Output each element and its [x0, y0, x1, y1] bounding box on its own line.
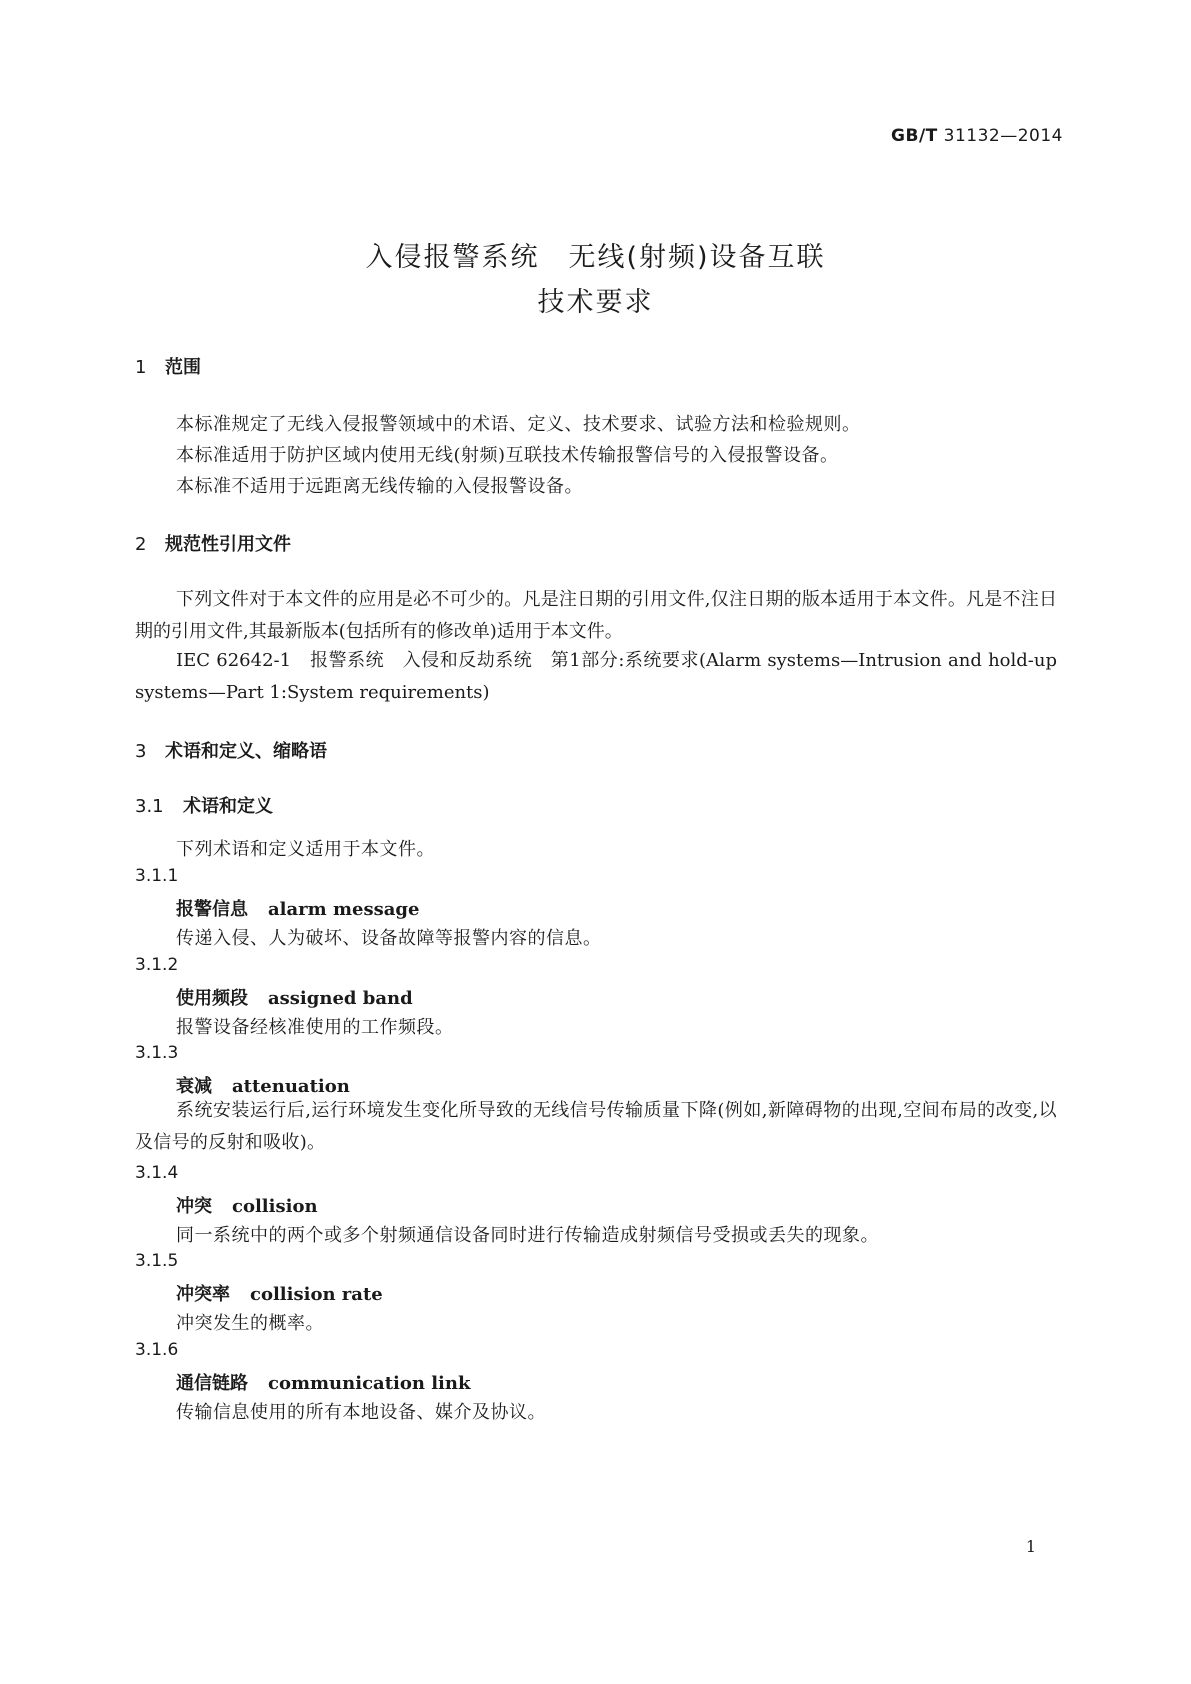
- section-2-heading: [135, 530, 291, 556]
- section-3-heading: [135, 737, 327, 763]
- section-number: 2: [135, 534, 147, 555]
- standard-prefix: GB/T: [891, 126, 938, 146]
- section-title: 术语和定义、缩略语: [165, 741, 327, 762]
- term-en: alarm message: [268, 899, 420, 920]
- section-2-para: 下列文件对于本文件的应用是必不可少的。凡是注日期的引用文件,仅注日期的版本适用于本文件。凡是不注日期的引用文件,其最新版本(包括所有的修改单)适用于本文件。: [135, 589, 1057, 642]
- term-number: 3.1.2: [135, 955, 179, 975]
- term-en: communication link: [268, 1373, 471, 1394]
- term-heading: [176, 984, 413, 1010]
- term-definition: 同一系统中的两个或多个射频通信设备同时进行传输造成射频信号受损或丢失的现象。: [176, 1225, 879, 1246]
- term-number: 3.1.6: [135, 1340, 179, 1360]
- term-number: 3.1.3: [135, 1043, 179, 1063]
- document-title-line1: 入侵报警系统 无线(射频)设备互联: [365, 242, 826, 273]
- section-1-para-3: 本标准不适用于远距离无线传输的入侵报警设备。: [176, 476, 583, 497]
- document-title-line2: 技术要求: [537, 287, 654, 318]
- subsection-number: 3.1: [135, 796, 164, 817]
- subsection-title: 术语和定义: [183, 796, 273, 817]
- term-en: attenuation: [232, 1076, 350, 1097]
- subsection-intro: 下列术语和定义适用于本文件。: [176, 839, 435, 860]
- section-1-heading: [135, 353, 201, 379]
- term-heading: [176, 1280, 383, 1306]
- section-title: 规范性引用文件: [165, 534, 291, 555]
- term-definition: 传输信息使用的所有本地设备、媒介及协议。: [176, 1402, 546, 1423]
- term-zh: 冲突: [176, 1196, 212, 1217]
- term-heading: [176, 895, 419, 921]
- subsection-3-1-heading: [135, 792, 273, 818]
- term-zh: 衰减: [176, 1076, 212, 1097]
- term-heading: [176, 1369, 470, 1395]
- term-number: 3.1.5: [135, 1251, 179, 1271]
- term-en: assigned band: [268, 988, 413, 1009]
- term-en: collision: [232, 1196, 318, 1217]
- standard-number: [891, 126, 1063, 146]
- term-definition: 传递入侵、人为破坏、设备故障等报警内容的信息。: [176, 928, 602, 949]
- section-title: 范围: [165, 357, 201, 378]
- term-definition: 报警设备经核准使用的工作频段。: [176, 1017, 454, 1038]
- section-1-para-1: 本标准规定了无线入侵报警领域中的术语、定义、技术要求、试验方法和检验规则。: [176, 414, 861, 435]
- term-en: collision rate: [250, 1284, 383, 1305]
- page-number: 1: [1025, 1537, 1036, 1556]
- term-zh: 通信链路: [176, 1373, 248, 1394]
- term-definition: 冲突发生的概率。: [176, 1313, 324, 1334]
- standard-code: 31132—2014: [943, 126, 1063, 146]
- section-number: 1: [135, 357, 147, 378]
- term-heading: [176, 1192, 318, 1218]
- term-number: 3.1.4: [135, 1163, 179, 1183]
- term-zh: 使用频段: [176, 988, 248, 1009]
- section-number: 3: [135, 741, 147, 762]
- term-zh: 冲突率: [176, 1284, 230, 1305]
- term-definition: 系统安装运行后,运行环境发生变化所导致的无线信号传输质量下降(例如,新障碍物的出现,空间布局的改变,以及信号的反射和吸收)。: [135, 1100, 1057, 1153]
- section-1-para-2: 本标准适用于防护区域内使用无线(射频)互联技术传输报警信号的入侵报警设备。: [176, 445, 839, 466]
- normative-reference: IEC 62642-1 报警系统 入侵和反劫系统 第1部分:系统要求(Alarm systems—Intrusion and hold-up systems—Part 1:System requirements): [135, 650, 1057, 703]
- term-number: 3.1.1: [135, 866, 179, 886]
- term-zh: 报警信息: [176, 899, 248, 920]
